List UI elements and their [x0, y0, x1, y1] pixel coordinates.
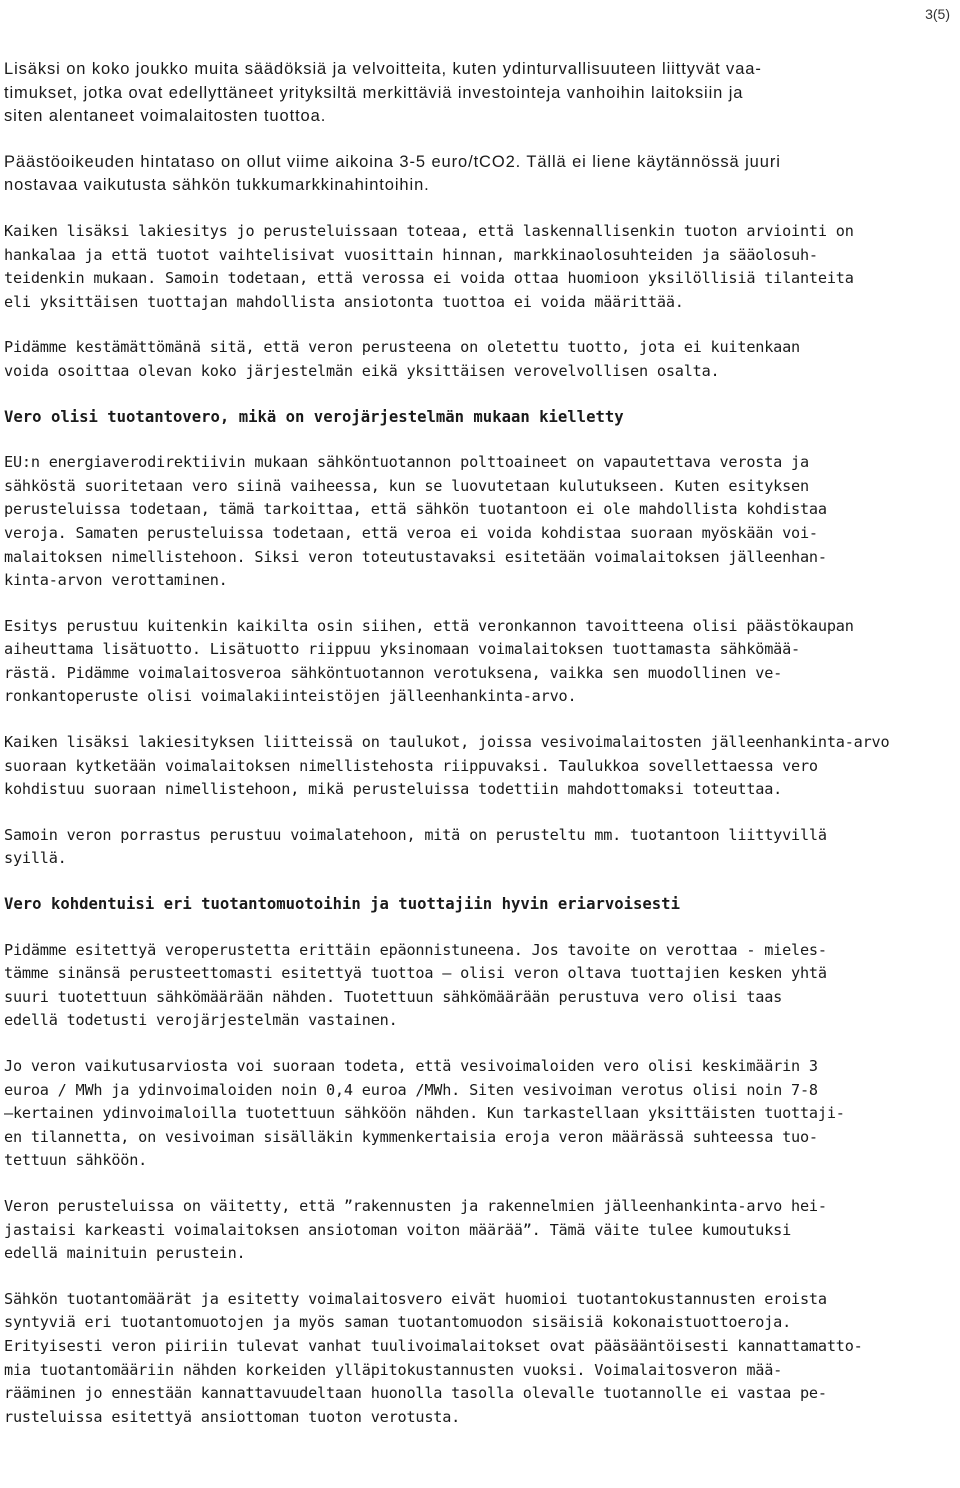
- paragraph-spacer: [4, 314, 956, 336]
- paragraph-spacer: [4, 593, 956, 615]
- paragraph-spacer: [4, 917, 956, 939]
- paragraph: [4, 939, 956, 1033]
- paragraph: [4, 824, 956, 871]
- text-line: edellä todetusti verojärjestelmän vastainen.: [4, 1011, 398, 1030]
- paragraph-spacer: [4, 871, 956, 893]
- paragraph-spacer: [4, 709, 956, 731]
- paragraph: [4, 1195, 956, 1266]
- text-line: rästä. Pidämme voimalaitosveroa sähköntuotannon verotuksena, vaikka sen muodollinen ve-: [4, 663, 783, 682]
- paragraph-spacer: [4, 1266, 956, 1288]
- text-line: edellä mainituin perustein.: [4, 1244, 246, 1263]
- paragraph: [4, 58, 956, 129]
- paragraph-spacer: [4, 429, 956, 451]
- text-line: en tilannetta, on vesivoiman sisälläkin kymmenkertaisia eroja veron määrässä suhteessa tuo-: [4, 1127, 818, 1146]
- paragraph: [4, 336, 956, 383]
- text-line: rääminen jo ennestään kannattavuudeltaan huonolla tasolla olevalle tuotannolle ei vastaa pe-: [4, 1384, 827, 1403]
- text-line: Kaiken lisäksi lakiesitys jo perusteluissaan toteaa, että laskennallisenkin tuoton arviointi on: [4, 221, 854, 240]
- text-line: syillä.: [4, 849, 67, 868]
- text-line: euroa / MWh ja ydinvoimaloiden noin 0,4 euroa /MWh. Siten vesivoiman verotus olisi noin 7-8: [4, 1080, 818, 1099]
- paragraph: [4, 731, 956, 802]
- paragraph-spacer: [4, 1173, 956, 1195]
- text-line: Lisäksi on koko joukko muita säädöksiä ja velvoitteita, kuten ydinturvallisuuteen liittyvät vaa-: [4, 60, 762, 78]
- text-line: mia tuotantomääriin nähden korkeiden ylläpitokustannusten vuoksi. Voimalaitosveron mää-: [4, 1360, 783, 1379]
- text-line: Pidämme esitettyä veroperustetta erittäin epäonnistuneena. Jos tavoite on verottaa - mieles-: [4, 940, 827, 959]
- paragraph: [4, 220, 956, 314]
- text-line: teidenkin mukaan. Samoin todetaan, että verossa ei voida ottaa huomioon yksilöllisiä tilanteita: [4, 269, 854, 288]
- text-line: kinta-arvon verottaminen.: [4, 571, 228, 590]
- paragraph: [4, 1288, 956, 1430]
- text-line: rusteluissa esitettyä ansiottoman tuoton verotusta.: [4, 1407, 461, 1426]
- text-line: nostavaa vaikutusta sähkön tukkumarkkinahintoihin.: [4, 176, 430, 195]
- paragraph: [4, 615, 956, 709]
- paragraph: [4, 451, 956, 593]
- text-line: ronkantoperuste olisi voimalakiinteistöjen jälleenhankinta-arvo.: [4, 687, 577, 706]
- text-line: Erityisesti veron piiriin tulevat vanhat tuulivoimalaitokset ovat pääsääntöisesti kannattamatto-: [4, 1336, 863, 1355]
- paragraph: [4, 151, 956, 198]
- text-line: syntyviä eri tuotantomuotojen ja myös saman tuotantomuodon sisäisiä kokonaistuottoeroja.: [4, 1313, 792, 1332]
- text-line: sähköstä suoritetaan vero siinä vaiheessa, kun se luovutetaan kulutukseen. Kuten esityksen: [4, 476, 809, 495]
- section-heading: Vero kohdentuisi eri tuotantomuotoihin ja tuottajiin hyvin eriarvoisesti: [4, 895, 680, 914]
- text-line: kohdistuu suoraan nimellistehoon, mikä perusteluissa todettiin mahdottomaksi toteuttaa.: [4, 780, 783, 799]
- text-line: timukset, jotka ovat edellyttäneet yrityksiltä merkittäviä investointeja vanhoihin laitoksiin ja: [4, 83, 744, 102]
- text-line: Veron perusteluissa on väitetty, että ”rakennusten ja rakennelmien jälleenhankinta-arvo hei-: [4, 1196, 827, 1215]
- text-line: Esitys perustuu kuitenkin kaikilta osin siihen, että veronkannon tavoitteena olisi päästökaupan: [4, 616, 854, 635]
- text-line: Jo veron vaikutusarviosta voi suoraan todeta, että vesivoimaloiden vero olisi keskimäärin 3: [4, 1057, 818, 1075]
- paragraph-spacer: [4, 129, 956, 151]
- text-line: aiheuttama lisätuotto. Lisätuotto riippuu yksinomaan voimalaitoksen tuottamasta sähkömää-: [4, 640, 800, 659]
- text-line: hankalaa ja että tuotot vaihtelisivat vuosittain hinnan, markkinaolosuhteiden ja sääolosuh-: [4, 245, 818, 264]
- text-line: eli yksittäisen tuottajan mahdollista ansiotonta tuottoa ei voida määrittää.: [4, 292, 684, 311]
- text-line: jastaisi karkeasti voimalaitoksen ansiotoman voiton määrää”. Tämä väite tulee kumoutuksi: [4, 1220, 792, 1239]
- page-number: 3(5): [925, 6, 950, 22]
- text-line: EU:n energiaverodirektiivin mukaan sähköntuotannon polttoaineet on vapautettava verosta ja: [4, 453, 809, 472]
- paragraph-spacer: [4, 384, 956, 406]
- text-line: Päästöoikeuden hintataso on ollut viime aikoina 3-5 euro/tCO2. Tällä ei liene käytännössä juuri: [4, 152, 781, 171]
- paragraph-spacer: [4, 198, 956, 220]
- text-line: tettuun sähköön.: [4, 1151, 148, 1170]
- section-heading: Vero olisi tuotantovero, mikä on verojärjestelmän mukaan kielletty: [4, 407, 624, 426]
- paragraph-spacer: [4, 1033, 956, 1055]
- text-line: malaitoksen nimellistehoon. Siksi veron toteutustavaksi esitetään voimalaitoksen jälleenhan-: [4, 547, 827, 566]
- paragraph: [4, 1055, 956, 1173]
- text-line: siten alentaneet voimalaitosten tuottoa.: [4, 107, 327, 126]
- text-line: suoraan kytketään voimalaitoksen nimellistehosta riippuvaksi. Taulukkoa sovellettaessa vero: [4, 756, 818, 775]
- text-line: Pidämme kestämättömänä sitä, että veron perusteena on oletettu tuotto, jota ei kuitenkaan: [4, 338, 800, 357]
- text-line: Kaiken lisäksi lakiesityksen liitteissä on taulukot, joissa vesivoimalaitosten jälleenhankinta-arvo: [4, 733, 890, 752]
- text-line: Samoin veron porrastus perustuu voimalatehoon, mitä on perusteltu mm. tuotantoon liittyvillä: [4, 825, 827, 844]
- text-line: tämme sinänsä perusteettomasti esitettyä tuottoa – olisi veron oltava tuottajien kesken yhtä: [4, 964, 827, 983]
- text-line: voida osoittaa olevan koko järjestelmän eikä yksittäisen verovelvollisen osalta.: [4, 361, 720, 380]
- text-line: suuri tuotettuun sähkömäärään nähden. Tuotettuun sähkömäärään perustuva vero olisi taas: [4, 987, 783, 1006]
- document-body: [4, 58, 956, 1429]
- paragraph-spacer: [4, 802, 956, 824]
- text-line: perusteluissa todetaan, tämä tarkoittaa, että sähkön tuotantoon ei ole mahdollista kohdistaa: [4, 500, 827, 519]
- text-line: Sähkön tuotantomäärät ja esitetty voimalaitosvero eivät huomioi tuotantokustannusten eroista: [4, 1289, 827, 1308]
- text-line: veroja. Samaten perusteluissa todetaan, että veroa ei voida kohdistaa suoraan myöskään voi-: [4, 523, 818, 542]
- text-line: –kertainen ydinvoimaloilla tuotettuun sähköön nähden. Kun tarkastellaan yksittäisten tuottaji-: [4, 1104, 845, 1123]
